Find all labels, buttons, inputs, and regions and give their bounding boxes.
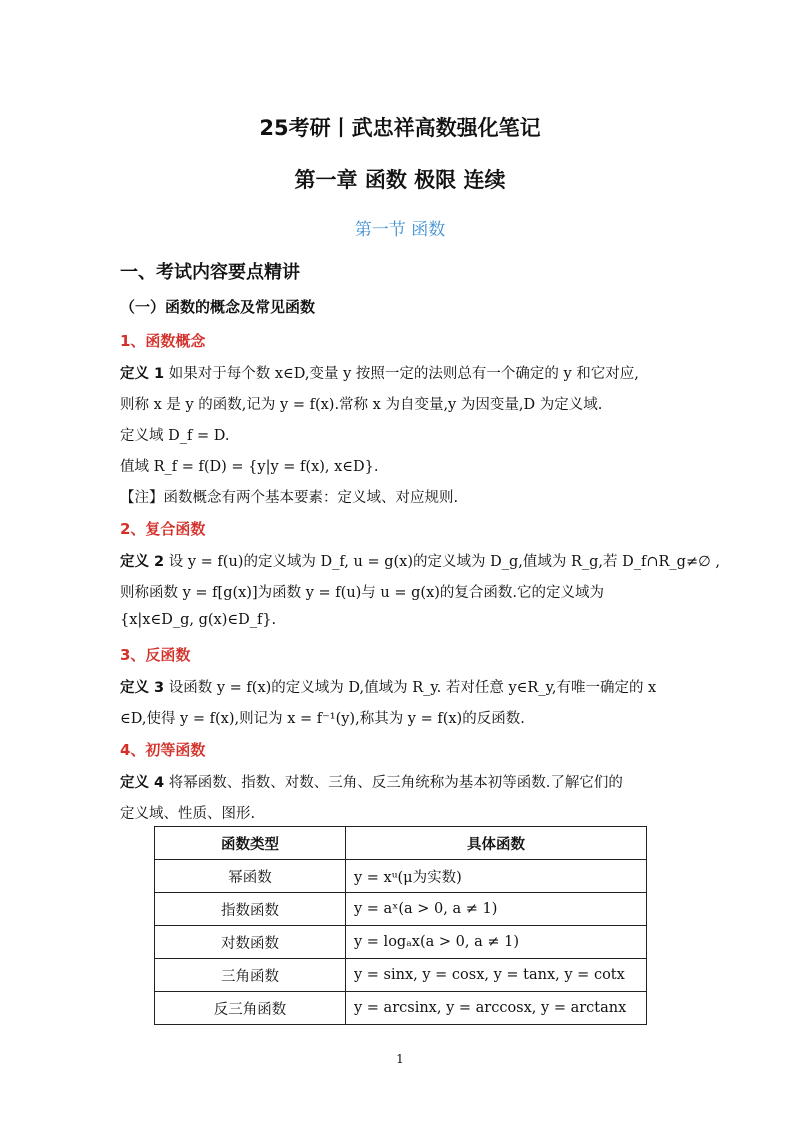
range-line: 值域 R_f = f(D) = {y|y = f(x), x∈D}.: [120, 459, 379, 475]
table-cell-function: y = xᵘ(μ为实数): [346, 860, 647, 893]
definition-4-line-2: 定义域、性质、图形.: [120, 806, 256, 822]
heading-level-1: 一、考试内容要点精讲: [120, 262, 300, 283]
domain-line: 定义域 D_f = D.: [120, 428, 230, 444]
table-row: [155, 992, 647, 1025]
table-cell-type: 对数函数: [155, 926, 346, 959]
table-cell-type: 反三角函数: [155, 992, 346, 1025]
table-row: [155, 893, 647, 926]
subheading-composite-function: 2、复合函数: [120, 520, 206, 538]
subheading-function-concept: 1、函数概念: [120, 332, 206, 350]
table-row: [155, 860, 647, 893]
chapter-title: 第一章 函数 极限 连续: [294, 168, 506, 192]
definition-text: 将幂函数、指数、对数、三角、反三角统称为基本初等函数.了解它们的: [168, 775, 623, 791]
definition-text: 设函数 y = f(x)的定义域为 D,值域为 R_y. 若对任意 y∈R_y,有唯一确定的 x: [168, 680, 657, 696]
definition-2-line-2: 则称函数 y = f[g(x)]为函数 y = f(u)与 u = g(x)的复合函数.它的定义域为: [120, 585, 605, 601]
note-line: 【注】函数概念有两个基本要素：定义域、对应规则.: [120, 490, 459, 506]
definition-text: 如果对于每个数 x∈D,变量 y 按照一定的法则总有一个确定的 y 和它对应,: [168, 366, 639, 382]
definition-2-line-1: [120, 550, 720, 571]
section-title: 第一节 函数: [354, 220, 446, 240]
table-row: [155, 959, 647, 992]
definition-3-line-2: ∈D,使得 y = f(x),则记为 x = f⁻¹(y),称其为 y = f(x)的反函数.: [120, 711, 525, 727]
subheading-inverse-function: 3、反函数: [120, 646, 191, 664]
table-header-type: 函数类型: [155, 827, 346, 860]
definition-text: 设 y = f(u)的定义域为 D_f, u = g(x)的定义域为 D_g,值域为 R_g,若 D_f∩R_g≠∅ ,: [168, 554, 720, 570]
table-cell-function: y = aˣ(a > 0, a ≠ 1): [346, 893, 647, 926]
definition-label: 定义 3: [120, 680, 165, 696]
definition-2-line-3: {x|x∈D_g, g(x)∈D_f}.: [120, 612, 277, 628]
table-cell-type: 幂函数: [155, 860, 346, 893]
definition-label: 定义 2: [120, 554, 165, 570]
definition-4-line-1: [120, 771, 685, 792]
table-cell-function: y = logₐx(a > 0, a ≠ 1): [346, 926, 647, 959]
heading-level-2: （一）函数的概念及常见函数: [120, 298, 316, 316]
page-number: 1: [396, 1052, 404, 1066]
function-type-table: [154, 826, 647, 1025]
table-cell-function: y = arcsinx, y = arccosx, y = arctanx: [346, 992, 647, 1025]
table-cell-type: 三角函数: [155, 959, 346, 992]
table-header-row: [155, 827, 647, 860]
definition-3-line-1: [120, 676, 685, 697]
table-header-function: 具体函数: [346, 827, 647, 860]
definition-label: 定义 1: [120, 366, 165, 382]
table-row: [155, 926, 647, 959]
definition-1-line-1: [120, 362, 685, 383]
document-title: 25考研丨武忠祥高数强化笔记: [259, 116, 541, 140]
subheading-elementary-function: 4、初等函数: [120, 741, 206, 759]
table-cell-function: y = sinx, y = cosx, y = tanx, y = cotx: [346, 959, 647, 992]
table-cell-type: 指数函数: [155, 893, 346, 926]
definition-label: 定义 4: [120, 775, 165, 791]
definition-1-line-2: 则称 x 是 y 的函数,记为 y = f(x).常称 x 为自变量,y 为因变量,D 为定义域.: [120, 397, 603, 413]
